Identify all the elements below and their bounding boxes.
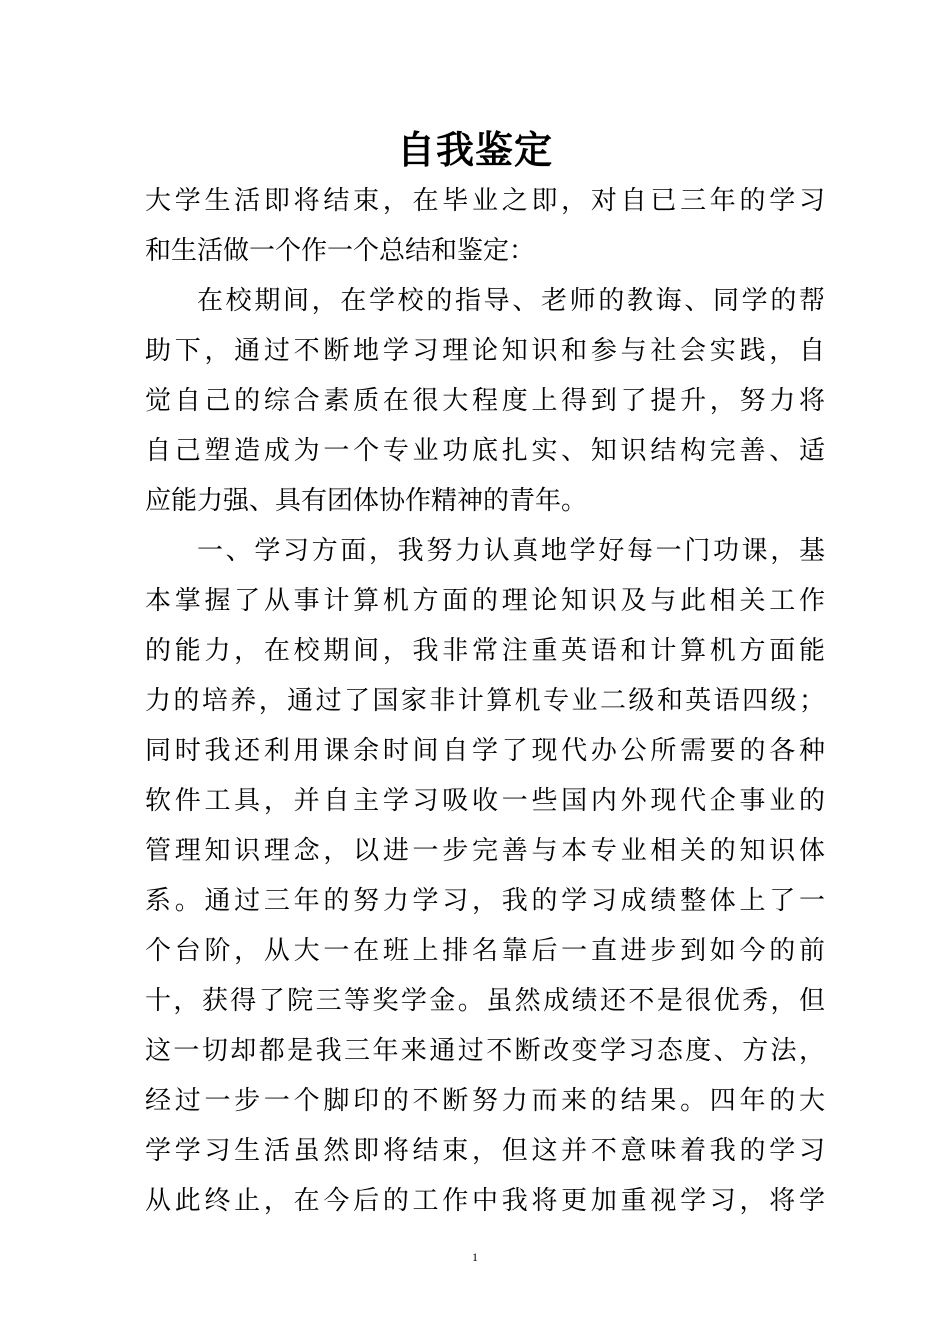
page-number: 1 [472,1250,478,1264]
text-line: 同时我还利用课余时间自学了现代办公所需要的各种 [145,736,825,766]
text-line: 应能力强、具有团体协作精神的青年。 [145,486,588,516]
document-body [145,176,825,1226]
text-line: 学学习生活虽然即将结束，但这并不意味着我的学习 [145,1136,825,1166]
text-line: 本掌握了从事计算机方面的理论知识及与此相关工作 [145,586,825,616]
text-line: 觉自己的综合素质在很大程度上得到了提升，努力将 [145,386,825,416]
text-line: 自己塑造成为一个专业功底扎实、知识结构完善、适 [145,436,825,466]
text-line: 软件工具，并自主学习吸收一些国内外现代企事业的 [145,786,825,816]
text-line: 从此终止，在今后的工作中我将更加重视学习，将学 [145,1186,825,1216]
text-line: 力的培养，通过了国家非计算机专业二级和英语四级； [145,686,825,716]
text-line: 一、学习方面，我努力认真地学好每一门功课，基 [197,536,825,566]
text-line: 和生活做一个作一个总结和鉴定： [145,236,536,266]
text-line: 经过一步一个脚印的不断努力而来的结果。四年的大 [145,1086,825,1116]
text-line: 的能力，在校期间，我非常注重英语和计算机方面能 [145,636,825,666]
text-line: 助下，通过不断地学习理论知识和参与社会实践，自 [145,336,825,366]
text-line: 在校期间，在学校的指导、老师的教诲、同学的帮 [197,286,825,316]
text-line: 个台阶，从大一在班上排名靠后一直进步到如今的前 [145,936,825,966]
text-line: 十，获得了院三等奖学金。虽然成绩还不是很优秀，但 [145,986,825,1016]
text-line: 系。通过三年的努力学习，我的学习成绩整体上了一 [145,886,825,916]
text-line: 这一切却都是我三年来通过不断改变学习态度、方法， [145,1036,825,1066]
text-line: 大学生活即将结束，在毕业之即，对自已三年的学习 [145,186,825,216]
document-title: 自我鉴定 [396,127,553,172]
text-line: 管理知识理念，以进一步完善与本专业相关的知识体 [145,836,825,866]
